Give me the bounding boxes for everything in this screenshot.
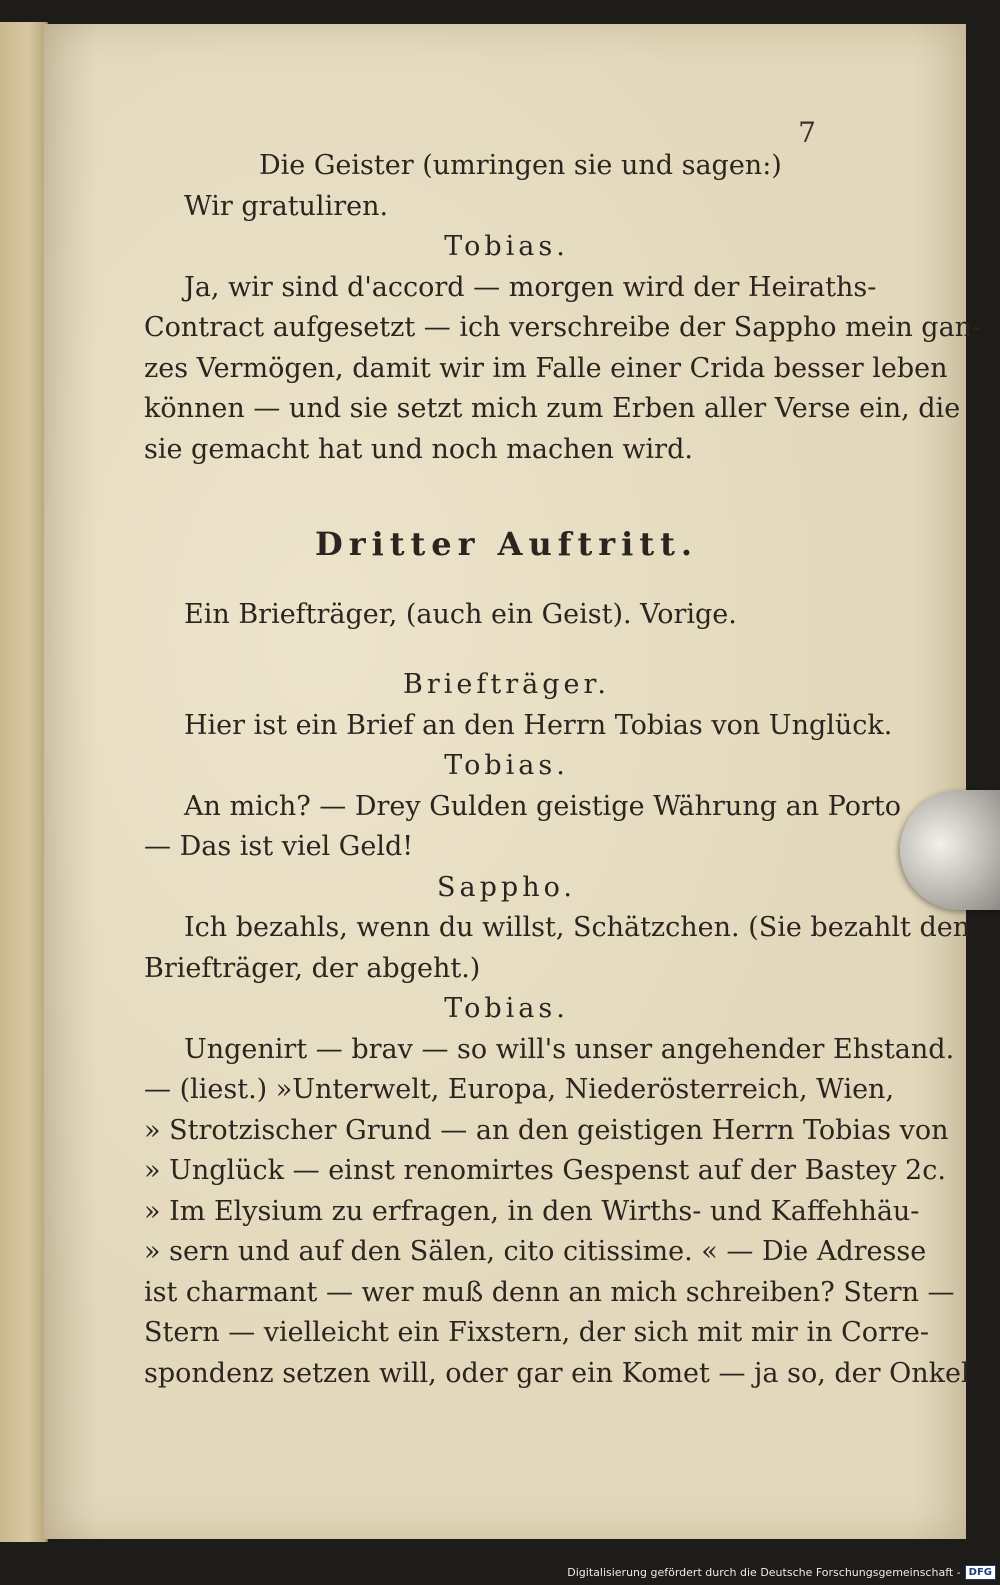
facing-page-edge (0, 22, 48, 1542)
text-line: Ich bezahls, wenn du willst, Schätzchen. (Sie bezahlt den (184, 912, 971, 943)
dfg-logo: DFG (965, 1565, 996, 1580)
text-line: An mich? — Drey Gulden geistige Währung an Porto (184, 790, 901, 822)
text-line: » Strotzischer Grund — an den geistigen Herrn Tobias von (144, 1114, 949, 1146)
speaker-name: Tobias. (444, 750, 569, 781)
text-line: Wir gratuliren. (184, 190, 389, 222)
text-line: sie gemacht hat und noch machen wird. (144, 433, 693, 465)
text-line: Contract aufgesetzt — ich verschreibe der Sappho mein gan- (144, 312, 982, 343)
spacer (144, 635, 869, 665)
text-line: können — und sie setzt mich zum Erben aller Verse ein, die (144, 393, 961, 424)
book-page (44, 24, 982, 1539)
text-line: Stern — vielleicht ein Fixstern, der sich mit mir in Corre- (144, 1317, 929, 1348)
page-text (144, 146, 982, 1394)
text-line: zes Vermögen, damit wir im Falle einer Crida besser leben (144, 352, 948, 384)
text-line: Ja, wir sind d'accord — morgen wird der Heiraths- (184, 271, 877, 303)
speaker-name: Briefträger. (403, 669, 610, 700)
stage-direction: Die Geister (umringen sie und sagen:) (259, 150, 782, 181)
text-line: Briefträger, der abgeht.) (144, 952, 481, 984)
spacer (144, 470, 869, 524)
digitization-credit (567, 1563, 996, 1581)
page-number: 7 (798, 116, 816, 149)
credit-text: Digitalisierung gefördert durch die Deutsche Forschungsgemeinschaft - (567, 1565, 961, 1579)
text-line: — (liest.) »Unterwelt, Europa, Niederösterreich, Wien, (144, 1074, 895, 1105)
text-line: Ungenirt — brav — so will's unser angehender Ehstand. (184, 1033, 955, 1065)
text-line: — Das ist viel Geld! (144, 831, 414, 862)
text-line: ist charmant — wer muß denn an mich schreiben? Stern — (144, 1276, 955, 1308)
scene-heading: Dritter Auftritt. (314, 525, 699, 563)
text-line: » sern und auf den Sälen, cito citissime. « — Die Adresse (144, 1236, 927, 1267)
text-line: spondenz setzen will, oder gar ein Komet — ja so, der Onkel (144, 1357, 970, 1389)
text-line: Hier ist ein Brief an den Herrn Tobias von Unglück. (184, 709, 893, 741)
speaker-name: Tobias. (444, 231, 569, 262)
text-line: » Unglück — einst renomirtes Gespenst auf der Bastey 2c. (144, 1155, 946, 1186)
speaker-name: Sappho. (437, 871, 576, 903)
speaker-name: Tobias. (444, 993, 569, 1024)
spacer (144, 565, 869, 595)
cast-line: Ein Briefträger, (auch ein Geist). Vorige. (184, 598, 737, 630)
text-line: » Im Elysium zu erfragen, in den Wirths- und Kaffehhäu- (144, 1195, 920, 1227)
